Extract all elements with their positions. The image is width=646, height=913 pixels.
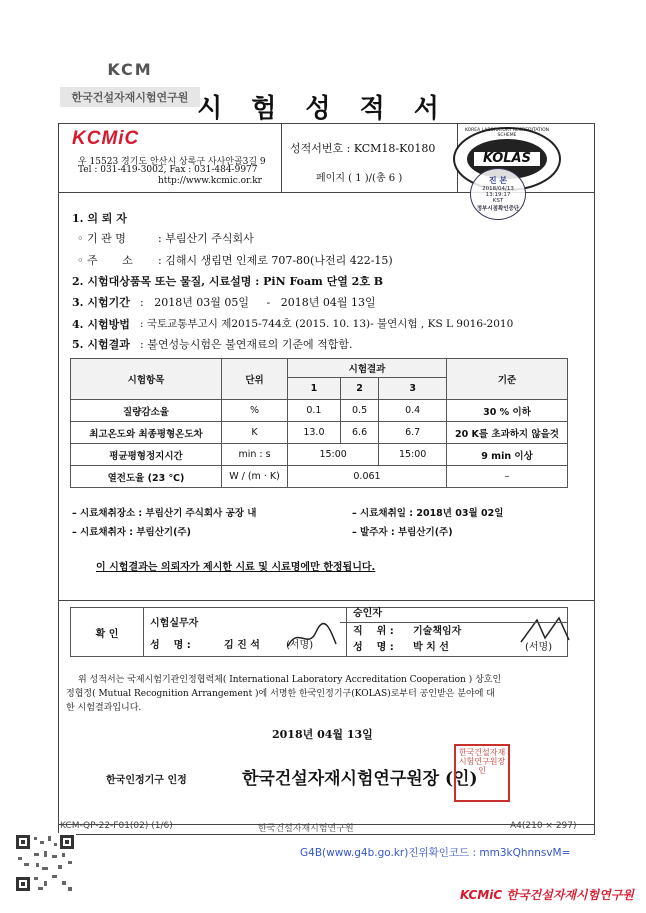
cell-item: 질량감소율 (71, 400, 222, 422)
report-number: 성적서번호 : KCM18-K0180 (290, 142, 436, 155)
col-trial-3: 3 (379, 378, 447, 400)
cell-item: 평균평형정지시간 (71, 444, 222, 466)
section-period-label: 3. 시험기간 (72, 296, 130, 309)
section-method-label: 4. 시험방법 (72, 318, 130, 331)
cell-v2: 0.5 (340, 400, 378, 422)
accreditation-label: 한국인정기구 인정 (106, 775, 187, 786)
cell-v2: 6.6 (340, 422, 378, 444)
approver-signature-icon (515, 614, 575, 648)
tester-name: 김 진 석 (224, 640, 260, 651)
section-sample: 2. 시험대상품목 또는 물질, 시료설명 : PiN Foam 단열 2호 B (72, 275, 384, 288)
stamp-code: KST (492, 198, 504, 204)
cell-unit: K (222, 422, 288, 444)
section-period-value: : 2018년 03월 05일 - 2018년 04월 13일 (140, 296, 376, 309)
org-url: http://www.kcmic.or.kr (158, 176, 262, 186)
paper-size: A4(210 × 297) (510, 821, 577, 831)
cell-unit: % (222, 400, 288, 422)
confirm-label: 확 인 (71, 608, 144, 657)
cell-unit: min : s (222, 444, 288, 466)
client: – 발주자 : 부림산기(주) (352, 527, 453, 538)
col-result: 시험결과 (288, 359, 447, 378)
tester-name-label: 성 명 : (150, 640, 191, 651)
statement-line-1: 위 성적서는 국제시험기관인정협력체( International Laboratory Accreditation Cooperation ) 상호인 (78, 675, 502, 685)
tester-seal: (서명) (286, 640, 314, 651)
footer-logo: KCMiC 한국건설자재시험연구원 (460, 888, 634, 902)
stamp-time: 13:19:17 (485, 192, 511, 198)
cell-std: 9 min 이상 (447, 444, 568, 466)
section-client: 1. 의 뢰 자 (72, 212, 127, 225)
address-label: ◦ 주 소 (77, 254, 133, 267)
approver-pos: 기술책임자 (413, 626, 462, 637)
cell-item: 최고온도와 최종평형온도차 (71, 422, 222, 444)
cell-std: 30 % 이하 (447, 400, 568, 422)
table-row (71, 444, 568, 466)
section-method-value: : 국토교통부고시 제2015-744호 (2015. 10. 13)- 불연시험 , KS L 9016-2010 (140, 318, 514, 330)
stamp-title: 진 본 (488, 176, 508, 185)
cell-v3: 0.4 (379, 400, 447, 422)
stamp-footer: 정부시점확인증단 (476, 206, 520, 212)
agency-label: ◦ 기 관 명 (77, 232, 126, 245)
authenticity-stamp (470, 168, 526, 220)
qr-code (14, 833, 76, 893)
sampling-place: – 시료채취장소 : 부림산기 주식회사 공장 내 (72, 508, 257, 519)
col-standard: 기준 (447, 359, 568, 400)
approver-pos-label: 직 위 : (353, 626, 394, 637)
table-row (71, 400, 568, 422)
director-name: 한국건설자재시험연구원장 (인) (242, 769, 478, 789)
table-row (71, 422, 568, 444)
sampler: – 시료채취자 : 부림산기(주) (72, 527, 191, 538)
approver-name-label: 성 명 : (353, 642, 394, 653)
cell-std: 20 K를 초과하지 않을것 (447, 422, 568, 444)
cell-v3: 6.7 (379, 422, 447, 444)
cell-v1: 0.1 (288, 400, 341, 422)
cell-v1: 13.0 (288, 422, 341, 444)
issue-date: 2018년 04월 13일 (272, 728, 373, 741)
signature-table (70, 607, 568, 657)
table-header-row (71, 359, 568, 378)
results-table (70, 358, 568, 488)
address-value: : 김해시 생림면 인제로 707-80(나전리 422-15) (158, 254, 393, 267)
sampling-date: – 시료채취일 : 2018년 03월 02일 (352, 508, 504, 519)
approver-seal: (서명) (525, 642, 553, 653)
approver-name: 박 치 선 (413, 642, 449, 653)
approver-cell (347, 608, 568, 657)
stamp-date: 2018/04/13 (482, 186, 514, 192)
page-title: 시 험 성 적 서 (197, 94, 449, 124)
form-number: KCM-QP-22-F01(02) (1/6) (60, 821, 173, 831)
org-logo-mark: KCM (107, 60, 153, 79)
kcmic-logo: KCMiC (72, 128, 140, 149)
cell-value: 0.061 (288, 466, 447, 488)
cell-v1: 15:00 (288, 444, 379, 466)
org-address: 우 15523 경기도 안산시 상록구 사사안골3길 9 (78, 157, 266, 167)
cell-std: – (447, 466, 568, 488)
statement-line-2: 정협정( Mutual Recognition Arrangement )에 서명한 한국인정기구(KOLAS)로부터 공인받은 분야에 대 (66, 689, 495, 699)
tester-signature-icon (284, 622, 340, 652)
table-row (71, 466, 568, 488)
official-seal: 한국건설자재시험연구원장인 (454, 744, 510, 802)
tester-title: 시험실무자 (150, 618, 199, 629)
page-indicator: 페이지 ( 1 )/(총 6 ) (316, 173, 403, 184)
statement-line-3: 한 시험결과입니다. (66, 703, 142, 713)
section-result-value: : 불연성능시험은 불연재료의 기준에 적합함. (140, 338, 353, 351)
tester-cell (144, 608, 347, 657)
approver-title: 승인자 (353, 608, 382, 619)
cell-v2: 15:00 (379, 444, 447, 466)
kolas-center: KOLAS (482, 151, 531, 166)
org-tel-fax: Tel : 031-419-3002, Fax : 031-484-9977 (78, 165, 258, 175)
col-trial-1: 1 (288, 378, 341, 400)
section-result-label: 5. 시험결과 (72, 338, 130, 351)
col-trial-2: 2 (340, 378, 378, 400)
agency-value: : 부림산기 주식회사 (158, 232, 254, 245)
footer-org: 한국건설자재시험연구원 (258, 824, 354, 834)
qr-code-icon (14, 833, 76, 893)
col-item: 시험항목 (71, 359, 222, 400)
verify-code: G4B(www.g4b.go.kr)진위확인코드 : mm3kQhnnsvM= (300, 847, 571, 859)
cell-item: 열전도율 (23 ℃) (71, 466, 222, 488)
col-unit: 단위 (222, 359, 288, 400)
approver-divider (340, 622, 568, 623)
org-name-banner: 한국건설자재시험연구원 (60, 87, 200, 107)
limitation-note: 이 시험결과는 의뢰자가 제시한 시료 및 시료명에만 한정됩니다. (96, 562, 376, 573)
cell-unit: W / (m · K) (222, 466, 288, 488)
kolas-ring-text: KOREA LABORATORY ACCREDITATION SCHEME (464, 128, 550, 138)
